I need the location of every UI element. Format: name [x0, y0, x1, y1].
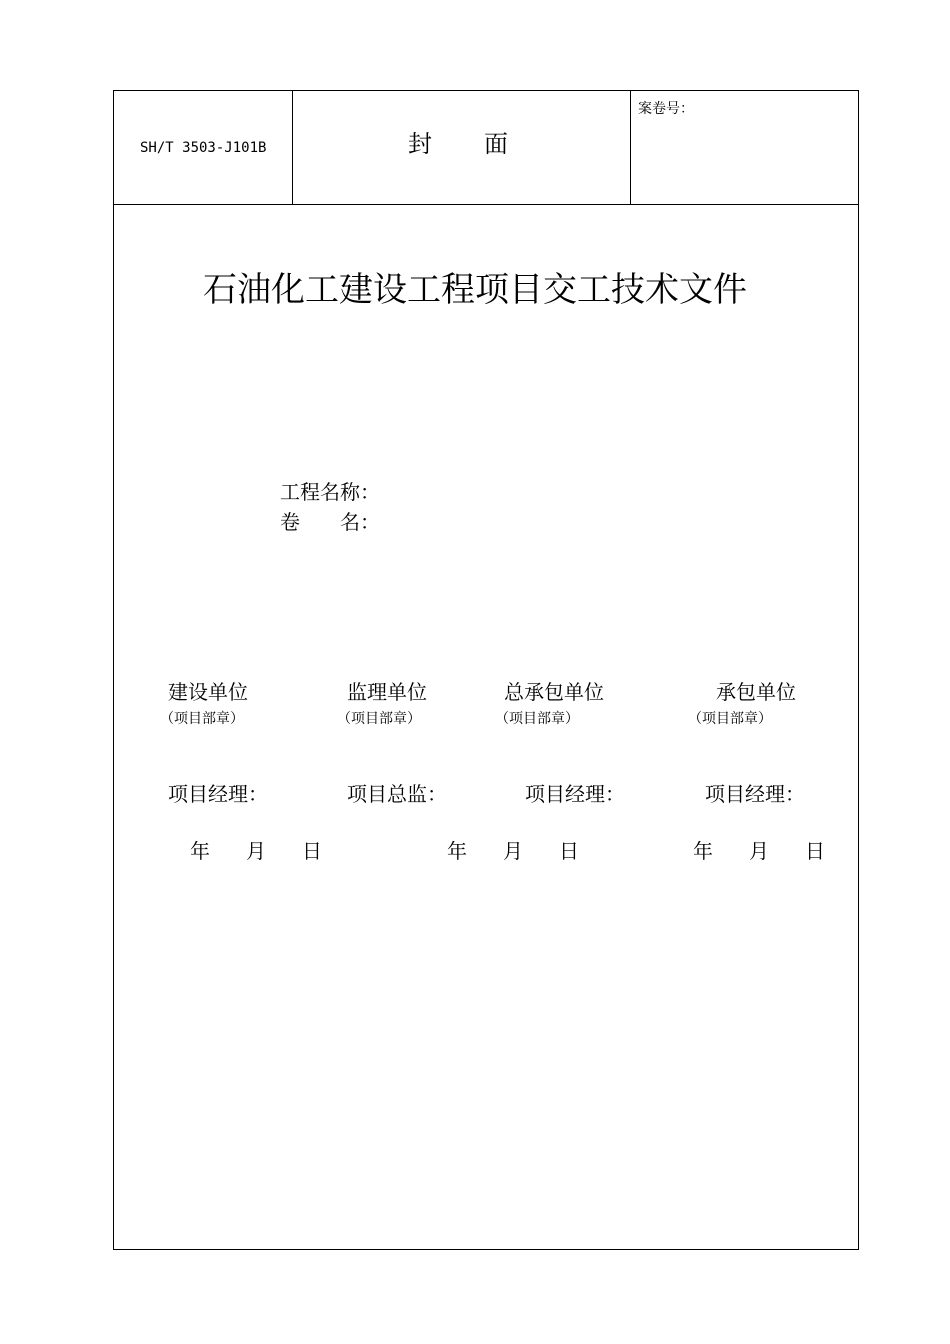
unit-name-contractor: 承包单位 [716, 680, 796, 704]
date-year: 年 [693, 839, 713, 863]
director-label-supervision: 项目总监： [347, 782, 447, 806]
date-month: 月 [246, 839, 266, 863]
seal-label-contractor: （项目部章） [688, 711, 772, 727]
standard-code: SH/T 3503-J101B [140, 140, 267, 156]
date-year: 年 [190, 839, 210, 863]
volume-name-label: 卷 名： [280, 510, 380, 534]
unit-name-general-contractor: 总承包单位 [504, 680, 604, 704]
date-line-3 [693, 835, 833, 861]
date-year: 年 [447, 839, 467, 863]
date-month: 月 [503, 839, 523, 863]
cover-title-left: 封 [408, 130, 434, 158]
manager-label-construction: 项目经理： [168, 782, 268, 806]
date-line-2 [447, 835, 587, 861]
header-divider-2 [630, 90, 631, 205]
seal-label-supervision: （项目部章） [337, 711, 421, 727]
manager-label-general-contractor: 项目经理： [525, 782, 625, 806]
cover-title [408, 124, 510, 159]
header-divider-1 [292, 90, 293, 205]
unit-name-construction: 建设单位 [168, 680, 248, 704]
project-name-label: 工程名称： [280, 480, 380, 504]
date-day: 日 [559, 839, 579, 863]
seal-label-construction: （项目部章） [160, 711, 244, 727]
document-title: 石油化工建设工程项目交工技术文件 [203, 270, 747, 310]
date-day: 日 [805, 839, 825, 863]
seal-label-general-contractor: （项目部章） [495, 711, 579, 727]
unit-name-supervision: 监理单位 [347, 680, 427, 704]
manager-label-contractor: 项目经理： [705, 782, 805, 806]
date-day: 日 [302, 839, 322, 863]
cover-title-right: 面 [484, 130, 510, 158]
date-month: 月 [749, 839, 769, 863]
date-line-1 [190, 835, 330, 861]
archive-number-label: 案卷号： [638, 101, 694, 117]
